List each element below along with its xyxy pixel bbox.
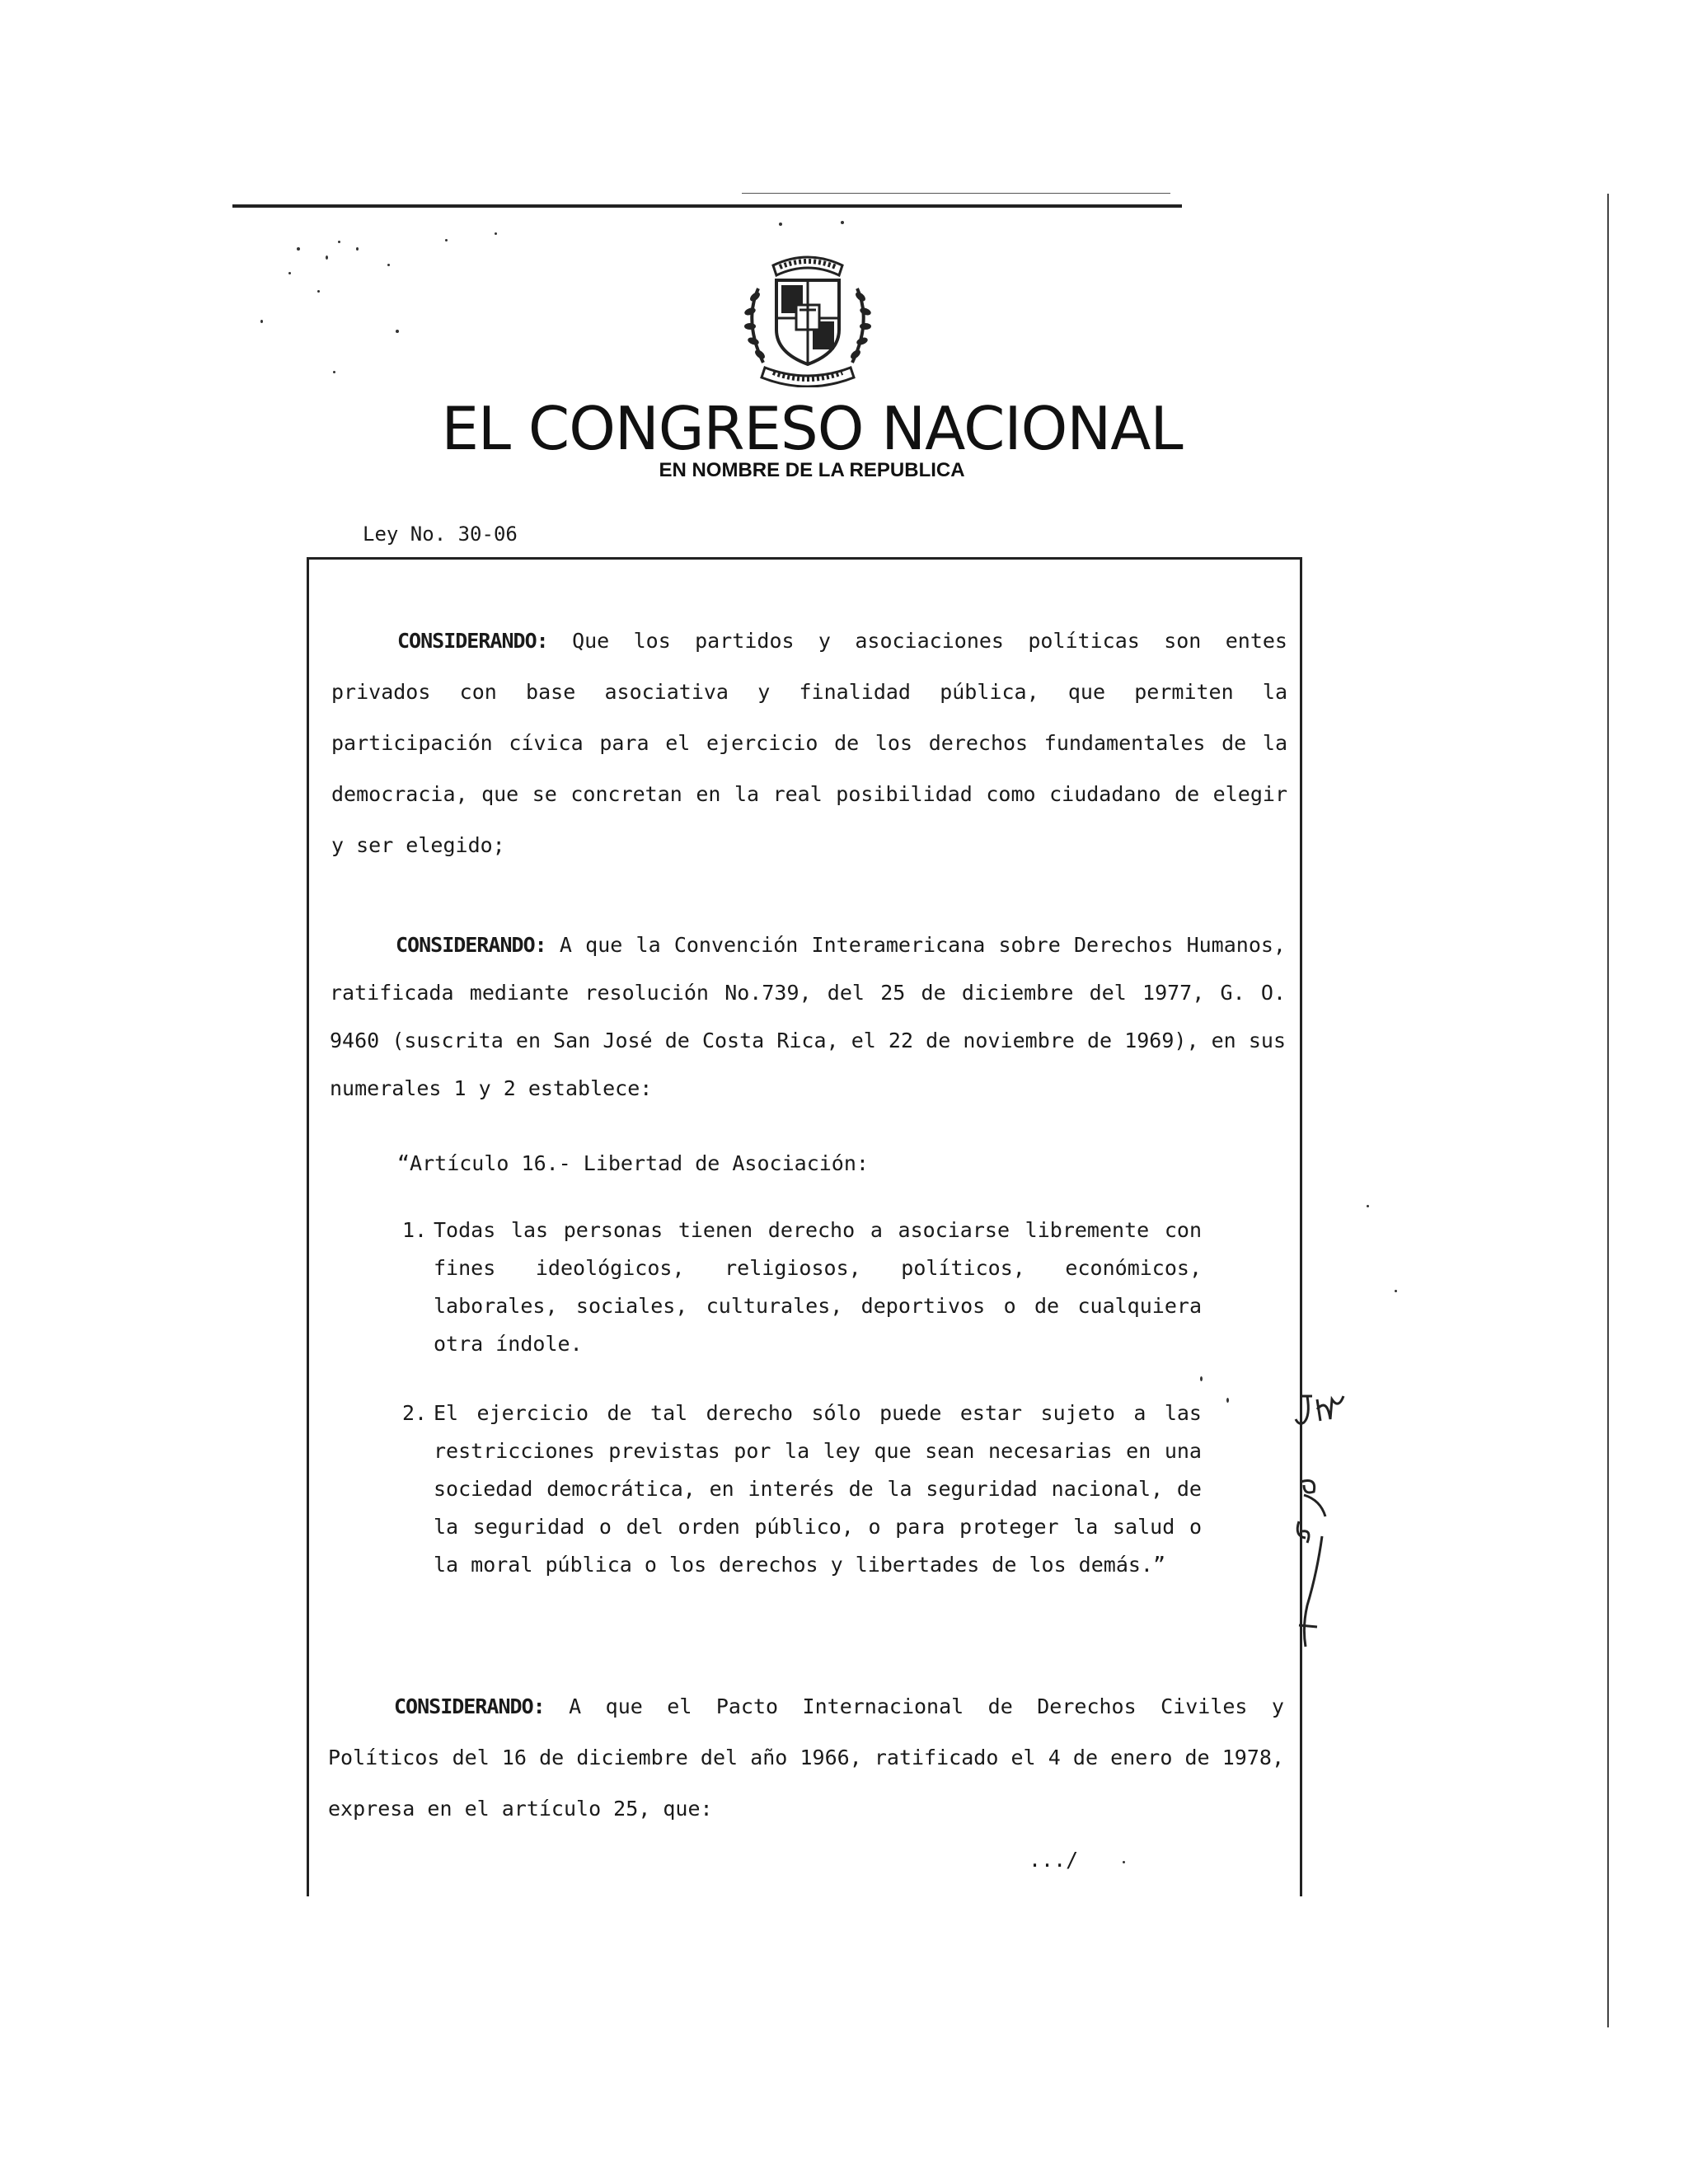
coat-of-arms-icon xyxy=(725,247,890,387)
law-number: Ley No. 30-06 xyxy=(363,523,518,546)
handwritten-initials-icon xyxy=(1292,1391,1367,1688)
list-item-text: El ejercicio de tal derecho sólo puede estar sujeto a las restricciones previstas por la ley que sean necesarias en una sociedad democrática, en interés de la seguridad nacional, de la seguridad o del orden público, o para proteger la salud o la moral pública o los derechos y libertades de los demás.” xyxy=(434,1401,1202,1577)
list-item-text: Todas las personas tienen derecho a asociarse libremente con fines ideológicos, religiosos, políticos, económicos, laborales, sociales, culturales, deportivos o de cualquiera otra índole. xyxy=(434,1218,1202,1356)
considerando-label: CONSIDERANDO: xyxy=(397,629,548,653)
list-item-number: 2. xyxy=(402,1401,428,1425)
considerando-paragraph-3 xyxy=(328,1681,1284,1835)
page-subtitle: EN NOMBRE DE LA REPUBLICA xyxy=(659,459,965,481)
top-rule-thin xyxy=(742,193,1170,194)
considerando-label: CONSIDERANDO: xyxy=(394,1694,545,1718)
page-title: EL CONGRESO NACIONAL xyxy=(441,394,1183,463)
continuation-mark: .../ xyxy=(1029,1848,1079,1872)
page-edge-line xyxy=(1607,194,1609,2027)
list-item xyxy=(402,1212,1202,1363)
article-heading: “Artículo 16.- Libertad de Asociación: xyxy=(397,1151,869,1175)
list-item-number: 1. xyxy=(402,1218,428,1242)
considerando-text: Que los partidos y asociaciones políticas son entes privados con base asociativa y finalidad pública, que permiten la participación cívica para el ejercicio de los derechos fundamentales de la democracia, que se concretan en la real posibilidad como ciudadano de elegir y ser elegido; xyxy=(331,629,1287,857)
considerando-paragraph-2 xyxy=(330,921,1286,1113)
considerando-label: CONSIDERANDO: xyxy=(396,933,546,957)
considerando-text: A que la Convención Interamericana sobre Derechos Humanos, ratificada mediante resolución No.739, del 25 de diciembre del 1977, G. O. 9460 (suscrita en San José de Costa Rica, el 22 de noviembre de 1969), en sus numerales 1 y 2 establece: xyxy=(330,933,1286,1100)
considerando-text: A que el Pacto Internacional de Derechos Civiles y Políticos del 16 de diciembre del año 1966, ratificado el 4 de enero de 1978, expresa en el artículo 25, que: xyxy=(328,1694,1284,1821)
top-rule xyxy=(232,204,1182,208)
list-item xyxy=(402,1394,1202,1584)
considerando-paragraph-1 xyxy=(331,616,1287,871)
